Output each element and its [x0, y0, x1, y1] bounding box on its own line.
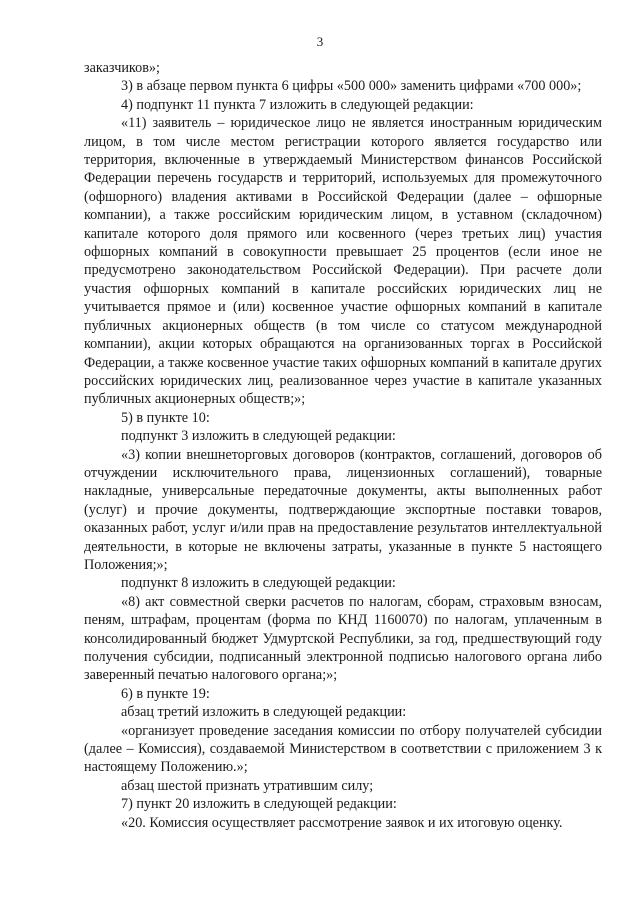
paragraph-subpoint-8-intro: подпункт 8 изложить в следующей редакции:	[121, 575, 396, 592]
paragraph-point-20: «20. Комиссия осуществляет рассмотрение заявок и их итоговую оценку.	[121, 814, 563, 831]
paragraph-item-3: 3) в абзаце первом пункта 6 цифры «500 000» заменить цифрами «700 000»;	[121, 78, 582, 95]
paragraph-abzac-6: абзац шестой признать утратившим силу;	[121, 777, 374, 794]
paragraph-item-6: 6) в пункте 19:	[121, 685, 210, 702]
paragraph-continuation: заказчиков»;	[84, 60, 160, 76]
document-body	[84, 59, 602, 832]
paragraph-abzac-3-intro: абзац третий изложить в следующей редакции:	[121, 704, 407, 721]
paragraph-item-4: 4) подпункт 11 пункта 7 изложить в следующей редакции:	[121, 96, 474, 113]
paragraph-subpoint-8: «8) акт совместной сверки расчетов по налогам, сборам, страховым взносам, пеням, штрафам, процентам (форма по КНД 1160070) по налогам, уплаченным в консолидированный бюджет Удмуртской Республики, за год, предшествующий году получения субсидии, подписанный электронной подписью налогового органа либо заверенный печатью налогового органа;»;	[84, 593, 602, 684]
paragraph-subpoint-3-intro: подпункт 3 изложить в следующей редакции:	[121, 428, 396, 445]
paragraph-subpoint-11: «11) заявитель – юридическое лицо не является иностранным юридическим лицом, в том числе местом регистрации которого является государство или территория, включенные в утверждаемый Министерством финансов Российской Федерации перечень государств и территорий, используемых для промежуточного (офшорного) владения активами в Российской Федерации (далее – офшорные компании), а также российским юридическим лицом, в уставном (складочном) капитале которого доля прямого или косвенного (через третьих лиц) участия офшорных компаний в совокупности превышает 25 процентов (если иное не предусмотрено законодательством Российской Федерации). При расчете доли участия офшорных компаний в капитале российских юридических лиц не учитывается прямое и (или) косвенное участие офшорных компаний в капитале публичных акционерных обществ (в том числе со статусом международной компании), акции которых обращаются на организованных торгах в Российской Федерации, а также косвенное участие таких офшорных компаний в капитале других российских юридических лиц, реализованное через участие в капитале указанных публичных акционерных обществ;»;	[84, 115, 602, 408]
paragraph-item-5: 5) в пункте 10:	[121, 409, 210, 426]
page-number: 3	[316, 34, 324, 49]
paragraph-subpoint-3: «3) копии внешнеторговых договоров (контрактов, соглашений, договоров об отчуждении исключительного права, лицензионных соглашений), товарные накладные, универсальные передаточные документы, акты выполненных работ (услуг) и прочие документы, подтверждающие экспортные поставки товаров, оказанных работ, услуг и/или прав на предоставление результатов интеллектуальной деятельности, в которые не включены затраты, указанные в пункте 5 настоящего Положения;»;	[84, 446, 602, 573]
paragraph-abzac-3: «организует проведение заседания комиссии по отбору получателей субсидии (далее – Комиссия), создаваемой Министерством в соответствии с приложением 3 к настоящему Положению.»;	[84, 722, 602, 776]
paragraph-item-7: 7) пункт 20 изложить в следующей редакции:	[121, 796, 397, 813]
